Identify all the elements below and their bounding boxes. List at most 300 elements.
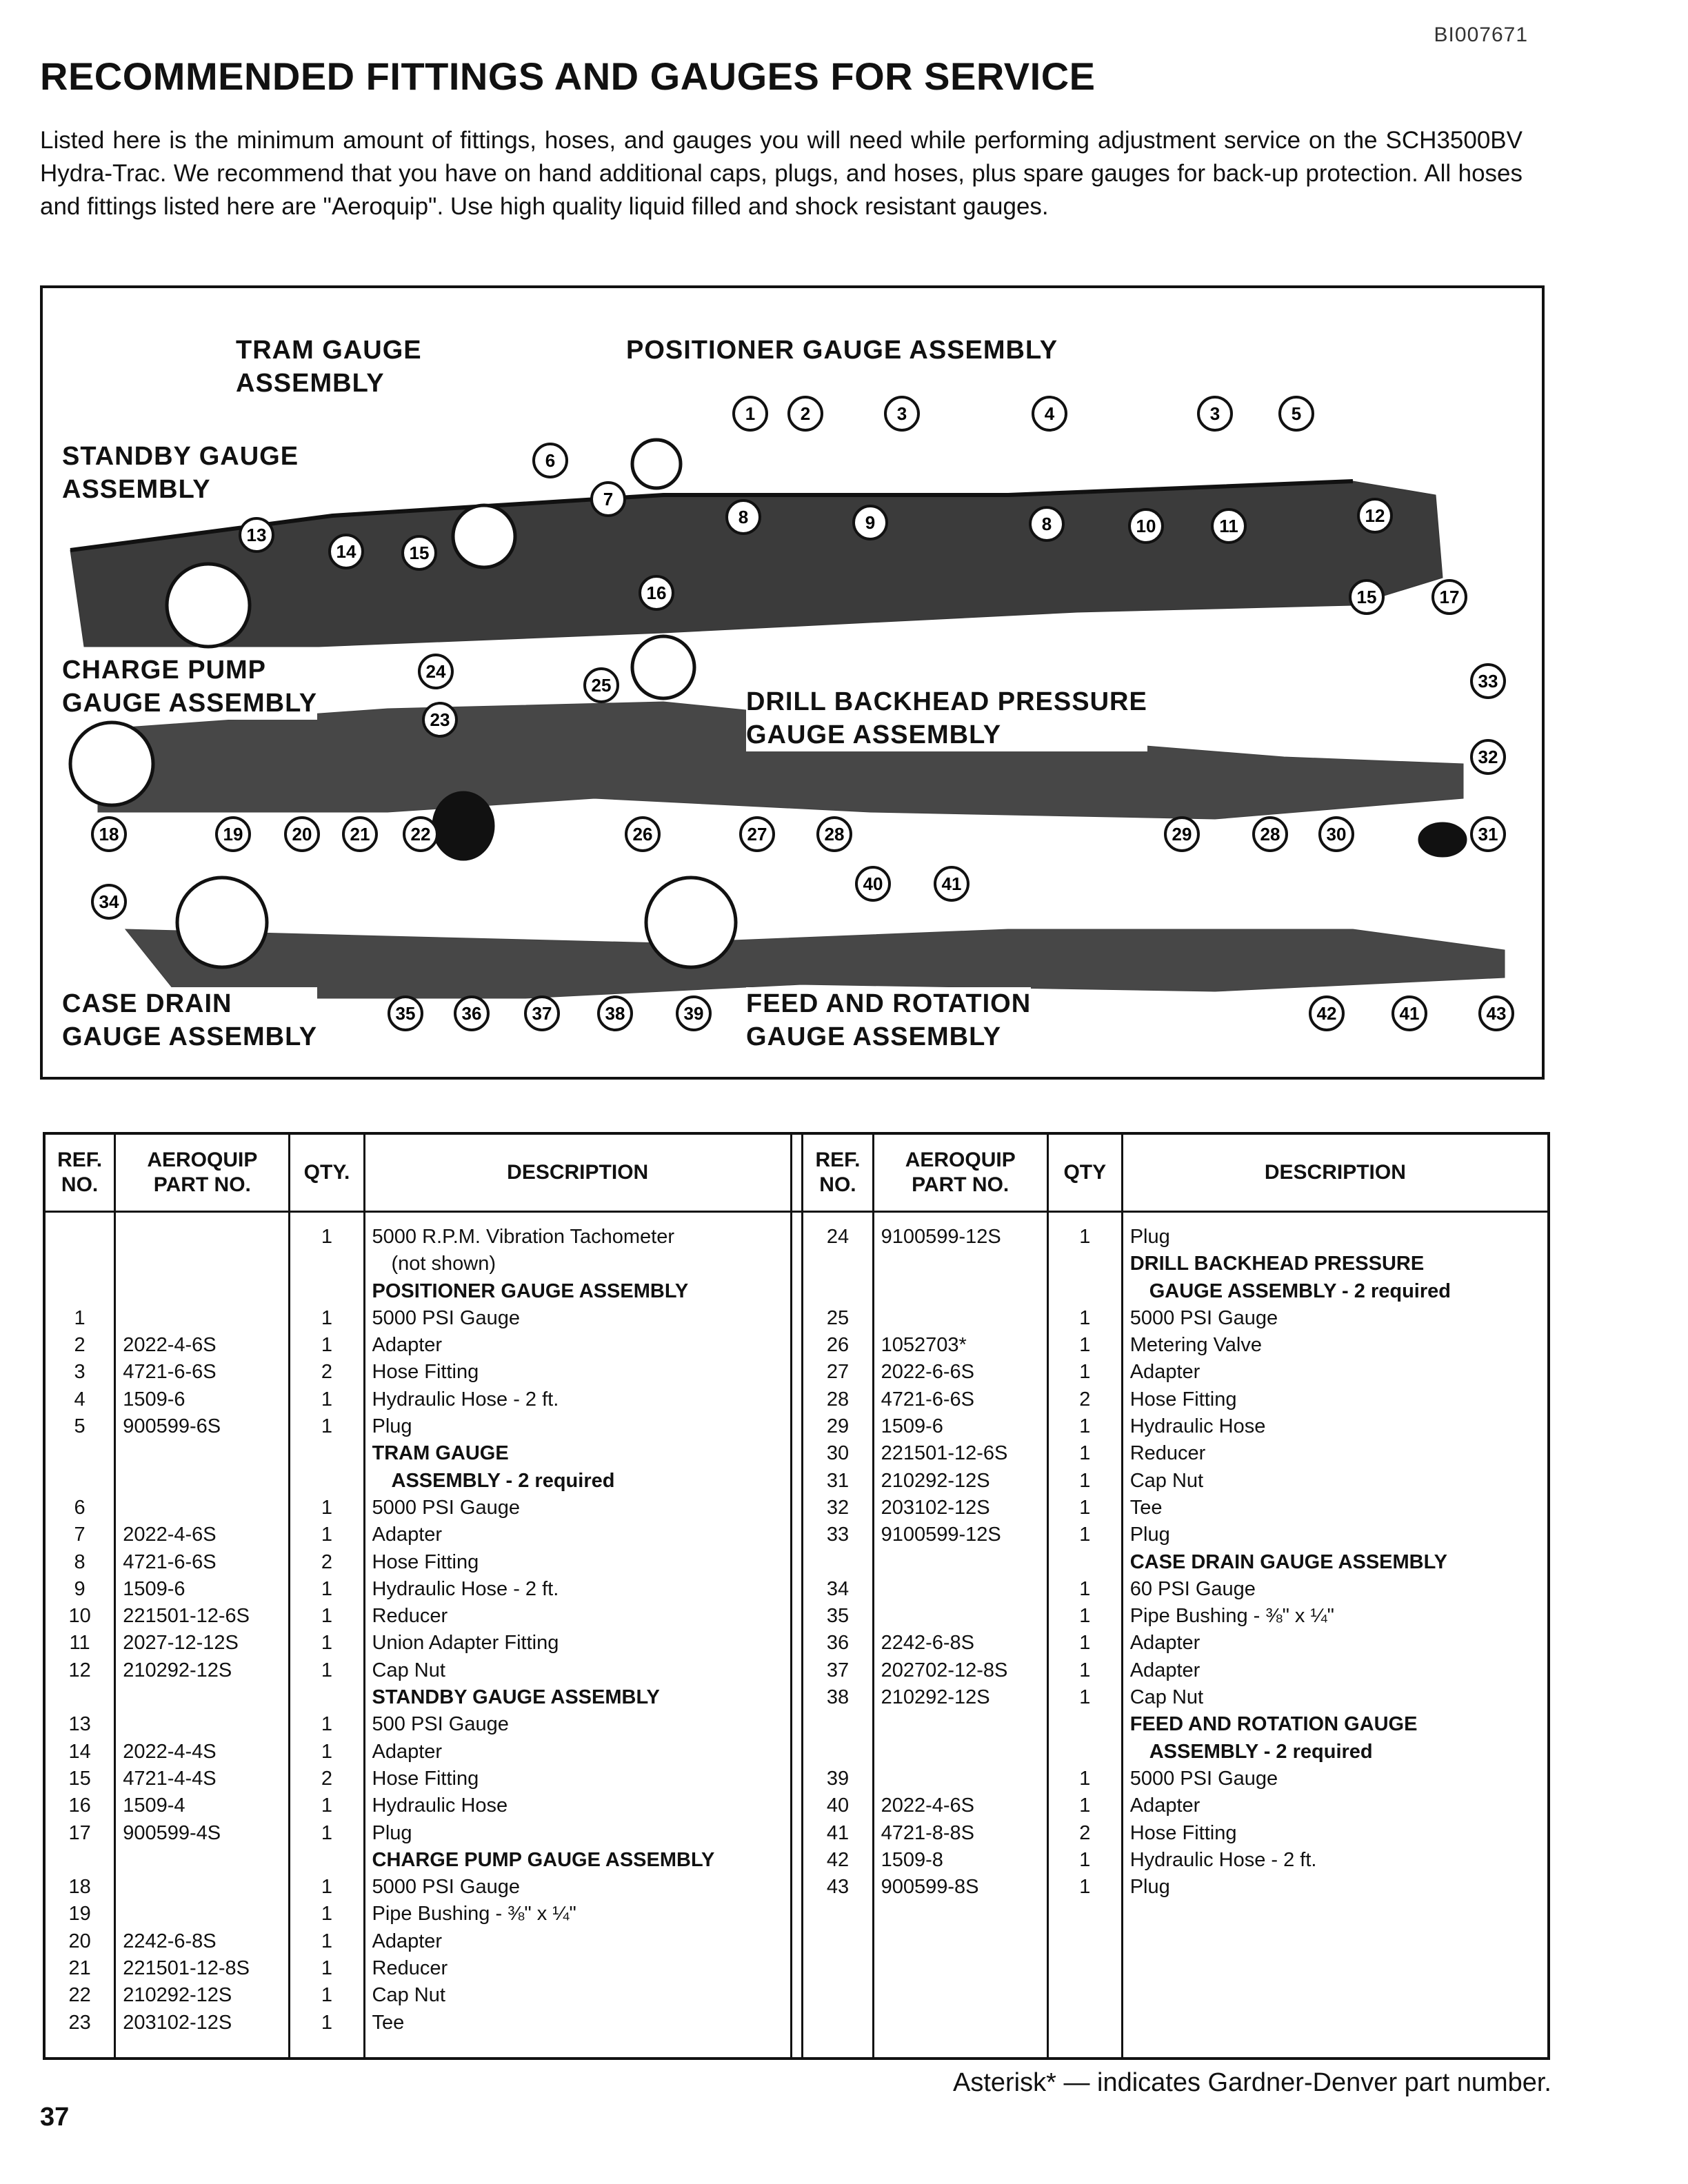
table-cell-qty: 1: [321, 1524, 333, 1546]
table-cell-part: [123, 1711, 281, 1738]
svg-text:12: 12: [1365, 505, 1385, 526]
right-part-column: [873, 1212, 1047, 2059]
table-cell-ref: 21: [68, 1957, 91, 1980]
label-charge-pump-gauge-assembly: CHARGE PUMP GAUGE ASSEMBLY: [62, 654, 317, 720]
table-cell-ref: [52, 1251, 107, 1277]
callout-29: [1165, 818, 1198, 851]
callout-41: [1393, 997, 1426, 1030]
table-cell-ref: 2: [74, 1334, 86, 1357]
svg-text:26: 26: [632, 824, 653, 845]
table-cell-ref: 29: [826, 1415, 850, 1438]
table-cell-ref: 23: [68, 2011, 91, 2034]
header-ref-no: REF. NO.: [44, 1133, 115, 1212]
table-cell-qty: 1: [321, 1984, 333, 2007]
table-cell-part: [123, 1847, 281, 1874]
table-cell-ref: 41: [826, 1821, 850, 1844]
table-cell-desc: Cap Nut: [372, 1659, 445, 1681]
svg-text:28: 28: [824, 824, 845, 845]
callout-7: [592, 483, 625, 516]
table-cell-ref: [810, 1251, 865, 1277]
table-cell-desc: Hydraulic Hose - 2 ft.: [372, 1577, 559, 1600]
table-cell-ref: 15: [68, 1767, 91, 1790]
table-cell-qty: 2: [321, 1361, 333, 1384]
table-cell-desc: Adapter: [1129, 1632, 1200, 1655]
svg-text:25: 25: [591, 675, 612, 696]
svg-text:7: 7: [603, 489, 614, 509]
table-cell-part: [123, 1495, 281, 1521]
table-cell-desc: STANDBY GAUGE ASSEMBLY: [372, 1686, 660, 1709]
table-cell-desc: DRILL BACKHEAD PRESSURE: [1129, 1253, 1425, 1275]
label-positioner-gauge-assembly: POSITIONER GAUGE ASSEMBLY: [626, 336, 1058, 365]
table-cell-desc: Adapter: [372, 1740, 443, 1763]
table-cell-desc: Adapter: [1129, 1659, 1200, 1681]
callout-15: [1350, 580, 1383, 614]
column-gap: [791, 1212, 803, 2059]
callout-43: [1480, 997, 1513, 1030]
table-cell-ref: [52, 1847, 107, 1874]
table-cell-ref: 27: [826, 1361, 850, 1384]
svg-text:8: 8: [1041, 514, 1052, 534]
table-cell-qty: [1056, 1278, 1114, 1305]
table-cell-desc: Plug: [1129, 1226, 1170, 1248]
table-cell-qty: 1: [1079, 1469, 1091, 1492]
table-cell-qty: 1: [1079, 1496, 1091, 1519]
callout-3: [1198, 397, 1232, 430]
table-cell-ref: 22: [68, 1984, 91, 2007]
table-cell-desc: Tee: [1129, 1496, 1163, 1519]
table-cell-qty: [297, 1468, 356, 1495]
label-feed-and-rotation-gauge-assembly: FEED AND ROTATION GAUGE ASSEMBLY: [746, 987, 1031, 1053]
table-cell-qty: [1056, 1739, 1114, 1766]
svg-text:5: 5: [1291, 403, 1302, 424]
table-cell-desc: FEED AND ROTATION GAUGE: [1129, 1713, 1418, 1736]
table-cell-desc: GAUGE ASSEMBLY - 2 required: [1149, 1280, 1451, 1302]
svg-text:16: 16: [646, 583, 667, 603]
svg-text:27: 27: [747, 824, 767, 845]
intro-paragraph: Listed here is the minimum amount of fittings, hoses, and gauges you will need while performing adjustment service on the SCH3500BV Hydra-Trac. We recommend that you have on hand additional caps, plugs, and hoses, plus spare gauges for back-up protection. All hoses and fittings listed here are "Aeroquip". Use high quality liquid filled and shock resistant gauges.: [40, 127, 1523, 220]
callout-8: [727, 501, 760, 534]
table-cell-ref: [52, 1440, 107, 1467]
table-cell-qty: 2: [321, 1550, 333, 1573]
svg-text:9: 9: [865, 512, 876, 533]
document-id: BI007671: [1434, 23, 1528, 46]
svg-text:15: 15: [409, 543, 430, 563]
svg-text:10: 10: [1136, 516, 1156, 536]
svg-text:29: 29: [1172, 824, 1192, 845]
table-cell-desc: CASE DRAIN GAUGE ASSEMBLY: [1129, 1550, 1448, 1573]
page-title: RECOMMENDED FITTINGS AND GAUGES FOR SERVICE: [40, 54, 1096, 98]
callout-30: [1320, 818, 1353, 851]
callout-31: [1471, 818, 1505, 851]
table-cell-part: [123, 1684, 281, 1711]
callout-12: [1358, 499, 1391, 532]
table-cell-ref: 40: [826, 1794, 850, 1817]
table-cell-part: 1509-6: [123, 1388, 185, 1410]
table-cell-desc: Plug: [1129, 1876, 1170, 1899]
table-cell-desc: Hose Fitting: [372, 1767, 479, 1790]
svg-text:8: 8: [738, 507, 749, 527]
table-cell-part: 2242-6-8S: [123, 1930, 217, 1952]
svg-text:1: 1: [745, 403, 756, 424]
table-cell-ref: 8: [74, 1550, 86, 1573]
table-cell-part: [881, 1278, 1040, 1305]
svg-text:23: 23: [430, 709, 450, 730]
table-cell-desc: Hose Fitting: [1129, 1821, 1237, 1844]
table-cell-part: 1509-6: [123, 1577, 185, 1600]
table-cell-qty: 1: [1079, 1577, 1091, 1600]
table-cell-qty: [1056, 1549, 1114, 1576]
table-cell-desc: Hydraulic Hose: [1129, 1415, 1266, 1438]
table-cell-ref: 39: [826, 1767, 850, 1790]
table-cell-ref: 18: [68, 1876, 91, 1899]
table-cell-part: 1052703*: [881, 1334, 967, 1357]
table-cell-desc: Tee: [372, 2011, 405, 2034]
svg-text:24: 24: [425, 661, 446, 682]
table-cell-desc: Reducer: [1129, 1442, 1206, 1465]
table-cell-qty: 1: [1079, 1686, 1091, 1709]
svg-text:13: 13: [246, 525, 267, 545]
table-cell-qty: 1: [321, 1957, 333, 1980]
table-cell-desc: Hose Fitting: [1129, 1388, 1237, 1410]
table-cell-desc: 5000 PSI Gauge: [372, 1496, 520, 1519]
table-cell-desc: Reducer: [372, 1957, 448, 1980]
table-cell-ref: 20: [68, 1930, 91, 1952]
table-cell-ref: 16: [68, 1794, 91, 1817]
table-cell-qty: 1: [321, 1632, 333, 1655]
table-cell-part: 221501-12-8S: [123, 1957, 250, 1980]
svg-text:21: 21: [350, 824, 370, 845]
table-cell-part: 210292-12S: [123, 1984, 232, 2007]
label-tram-gauge-assembly: TRAM GAUGE ASSEMBLY: [236, 336, 422, 398]
svg-text:34: 34: [99, 891, 119, 912]
table-cell-part: 2027-12-12S: [123, 1632, 239, 1655]
table-cell-desc: Cap Nut: [1129, 1469, 1204, 1492]
table-cell-desc: POSITIONER GAUGE ASSEMBLY: [372, 1280, 689, 1302]
table-cell-qty: 1: [321, 1903, 333, 1925]
callout-13: [240, 518, 273, 552]
svg-text:33: 33: [1478, 671, 1498, 691]
table-cell-desc: Union Adapter Fitting: [372, 1632, 559, 1655]
svg-text:28: 28: [1260, 824, 1280, 845]
parts-table: [43, 1132, 1550, 2060]
callout-19: [217, 818, 250, 851]
table-cell-part: 202702-12-8S: [881, 1659, 1008, 1681]
table-cell-part: 2022-6-6S: [881, 1361, 974, 1384]
svg-text:42: 42: [1316, 1003, 1337, 1024]
callout-32: [1471, 740, 1505, 774]
table-cell-qty: 1: [321, 1930, 333, 1952]
table-cell-part: 4721-6-6S: [123, 1550, 217, 1573]
right-desc-column: [1122, 1212, 1549, 2059]
svg-text:35: 35: [395, 1003, 416, 1024]
table-cell-ref: 38: [826, 1686, 850, 1709]
svg-text:3: 3: [1209, 403, 1220, 424]
table-cell-part: 221501-12-6S: [881, 1442, 1008, 1465]
callout-11: [1212, 509, 1245, 543]
table-cell-ref: [52, 1684, 107, 1711]
table-cell-qty: 1: [1079, 1226, 1091, 1248]
table-cell-ref: 25: [826, 1306, 850, 1329]
table-cell-desc: Adapter: [372, 1930, 443, 1952]
table-cell-ref: 30: [826, 1442, 850, 1465]
svg-text:4: 4: [1044, 403, 1055, 424]
table-cell-part: [123, 1440, 281, 1467]
table-cell-desc: Adapter: [372, 1524, 443, 1546]
table-cell-qty: [297, 1684, 356, 1711]
table-cell-qty: 1: [1079, 1361, 1091, 1384]
table-cell-ref: 31: [826, 1469, 850, 1492]
callout-18: [92, 818, 125, 851]
table-cell-ref: 1: [74, 1306, 86, 1329]
table-cell-qty: 1: [321, 1334, 333, 1357]
table-cell-desc: Adapter: [372, 1334, 443, 1357]
table-cell-qty: 2: [321, 1767, 333, 1790]
callout-5: [1280, 397, 1313, 430]
table-cell-part: [123, 1305, 281, 1332]
callout-26: [626, 818, 659, 851]
callout-14: [330, 535, 363, 568]
callout-3: [885, 397, 918, 430]
table-cell-qty: 1: [321, 1794, 333, 1817]
callout-15: [403, 536, 436, 569]
callout-42: [1310, 997, 1343, 1030]
table-cell-ref: [810, 1711, 865, 1738]
table-cell-qty: 1: [1079, 1442, 1091, 1465]
right-ref-column: [803, 1212, 873, 2059]
table-cell-ref: 3: [74, 1361, 86, 1384]
table-cell-part: 1509-4: [123, 1794, 185, 1817]
table-header-row: [44, 1133, 1549, 1212]
callout-9: [854, 506, 887, 539]
table-cell-part: 9100599-12S: [881, 1524, 1001, 1546]
table-cell-ref: [52, 1224, 107, 1251]
callout-34: [92, 885, 125, 918]
table-cell-part: [123, 1278, 281, 1305]
table-cell-qty: 1: [1079, 1794, 1091, 1817]
callout-6: [534, 444, 567, 477]
table-cell-qty: 1: [1079, 1659, 1091, 1681]
table-cell-desc: Plug: [372, 1415, 412, 1438]
svg-text:20: 20: [292, 824, 312, 845]
left-desc-column: [364, 1212, 791, 2059]
table-cell-part: [881, 1766, 1040, 1792]
header-part-no: AEROQUIP PART NO.: [873, 1133, 1047, 1212]
table-cell-qty: 1: [1079, 1767, 1091, 1790]
table-cell-part: 2242-6-8S: [881, 1632, 974, 1655]
table-cell-part: [123, 1468, 281, 1495]
table-cell-part: 900599-6S: [123, 1415, 221, 1438]
callout-22: [404, 818, 437, 851]
table-cell-ref: 33: [826, 1524, 850, 1546]
table-cell-desc: Hydraulic Hose - 2 ft.: [1129, 1848, 1317, 1871]
table-cell-qty: 2: [1079, 1388, 1091, 1410]
callout-2: [789, 397, 822, 430]
table-cell-part: [123, 1901, 281, 1928]
svg-text:3: 3: [896, 403, 907, 424]
svg-text:31: 31: [1478, 824, 1498, 845]
callout-39: [677, 997, 710, 1030]
table-cell-part: [123, 1874, 281, 1901]
svg-text:22: 22: [410, 824, 431, 845]
table-cell-part: 2022-4-6S: [881, 1794, 974, 1817]
svg-text:18: 18: [99, 824, 119, 845]
table-cell-desc: TRAM GAUGE: [372, 1442, 509, 1465]
svg-text:15: 15: [1356, 587, 1377, 607]
table-cell-qty: 1: [321, 1388, 333, 1410]
callout-33: [1471, 665, 1505, 698]
table-cell-part: [881, 1711, 1040, 1738]
table-cell-desc: Pipe Bushing - ⅜" x ¼": [372, 1903, 576, 1925]
table-cell-desc: Plug: [372, 1821, 412, 1844]
table-cell-desc: Pipe Bushing - ⅜" x ¼": [1129, 1605, 1334, 1628]
table-cell-qty: 1: [321, 1415, 333, 1438]
callout-4: [1033, 397, 1066, 430]
table-cell-ref: 10: [68, 1605, 91, 1628]
table-cell-qty: 1: [1079, 1876, 1091, 1899]
table-cell-ref: 37: [826, 1659, 850, 1681]
table-cell-qty: 1: [321, 2011, 333, 2034]
svg-text:11: 11: [1219, 516, 1238, 536]
table-cell-qty: 1: [321, 1740, 333, 1763]
table-cell-part: 2022-4-4S: [123, 1740, 217, 1763]
table-cell-qty: [297, 1278, 356, 1305]
callout-21: [343, 818, 376, 851]
table-cell-part: [881, 1603, 1040, 1630]
table-cell-ref: 42: [826, 1848, 850, 1871]
parts-illustration: [40, 285, 1545, 1080]
left-ref-column: [44, 1212, 115, 2059]
table-cell-part: 2022-4-6S: [123, 1334, 217, 1357]
table-cell-part: 900599-4S: [123, 1821, 221, 1844]
table-cell-ref: 11: [69, 1632, 90, 1655]
svg-text:2: 2: [800, 403, 811, 424]
table-cell-part: [881, 1576, 1040, 1603]
table-cell-desc: 60 PSI Gauge: [1129, 1577, 1256, 1600]
table-cell-desc: 500 PSI Gauge: [372, 1713, 509, 1736]
table-cell-part: 4721-6-6S: [123, 1361, 217, 1384]
table-cell-desc: Hose Fitting: [372, 1361, 479, 1384]
table-cell-ref: 26: [826, 1334, 850, 1357]
svg-text:6: 6: [545, 450, 556, 471]
callout-24: [419, 655, 452, 688]
table-cell-ref: 24: [826, 1226, 850, 1248]
callout-10: [1129, 509, 1163, 543]
table-cell-part: [881, 1549, 1040, 1576]
table-cell-part: [881, 1739, 1040, 1766]
table-cell-qty: [297, 1847, 356, 1874]
table-cell-desc: Adapter: [1129, 1794, 1200, 1817]
table-cell-ref: 7: [74, 1524, 86, 1546]
header-qty: QTY: [1047, 1133, 1122, 1212]
table-cell-desc: 5000 PSI Gauge: [372, 1876, 520, 1899]
table-cell-qty: 1: [1079, 1415, 1091, 1438]
table-cell-qty: 1: [321, 1605, 333, 1628]
table-cell-desc: CHARGE PUMP GAUGE ASSEMBLY: [372, 1848, 715, 1871]
table-cell-desc: Hydraulic Hose - 2 ft.: [372, 1388, 559, 1410]
callout-35: [389, 997, 422, 1030]
svg-text:43: 43: [1486, 1003, 1507, 1024]
svg-text:30: 30: [1326, 824, 1347, 845]
label-standby-gauge-assembly: STANDBY GAUGE ASSEMBLY: [62, 440, 299, 506]
left-qty-column: [290, 1212, 364, 2059]
table-cell-qty: 1: [1079, 1848, 1091, 1871]
table-cell-ref: 17: [68, 1821, 91, 1844]
table-cell-qty: 1: [321, 1226, 333, 1248]
table-cell-ref: 19: [68, 1903, 91, 1925]
table-cell-part: 4721-6-6S: [881, 1388, 974, 1410]
table-cell-desc: Metering Valve: [1129, 1334, 1262, 1357]
table-cell-part: 210292-12S: [123, 1659, 232, 1681]
table-cell-part: 9100599-12S: [881, 1226, 1001, 1248]
table-cell-part: [123, 1224, 281, 1251]
table-cell-ref: 14: [68, 1740, 91, 1763]
table-cell-ref: [810, 1739, 865, 1766]
svg-text:17: 17: [1439, 587, 1460, 607]
table-cell-ref: 13: [68, 1713, 91, 1736]
table-cell-part: [123, 1251, 281, 1277]
table-cell-qty: 1: [1079, 1605, 1091, 1628]
svg-text:38: 38: [605, 1003, 625, 1024]
callout-17: [1433, 580, 1466, 614]
table-cell-ref: 6: [74, 1496, 86, 1519]
svg-text:14: 14: [336, 541, 356, 562]
table-body-row: [44, 1212, 1549, 2059]
table-cell-part: [881, 1251, 1040, 1277]
table-cell-ref: 4: [74, 1388, 86, 1410]
svg-text:37: 37: [532, 1003, 552, 1024]
header-qty: QTY.: [290, 1133, 364, 1212]
label-drill-backhead-pressure-gauge-assembly: DRILL BACKHEAD PRESSURE GAUGE ASSEMBLY: [746, 685, 1147, 751]
table-cell-desc: Cap Nut: [1129, 1686, 1204, 1709]
page-number: 37: [40, 2103, 70, 2132]
table-cell-qty: 1: [1079, 1632, 1091, 1655]
svg-text:32: 32: [1478, 747, 1498, 767]
table-cell-part: 210292-12S: [881, 1686, 990, 1709]
svg-text:39: 39: [683, 1003, 704, 1024]
header-part-no: AEROQUIP PART NO.: [115, 1133, 290, 1212]
svg-text:36: 36: [461, 1003, 482, 1024]
table-cell-ref: [810, 1549, 865, 1576]
table-cell-qty: 1: [321, 1876, 333, 1899]
table-cell-part: 1509-8: [881, 1848, 943, 1871]
table-cell-desc: ASSEMBLY - 2 required: [1149, 1740, 1373, 1763]
table-cell-desc: Hydraulic Hose: [372, 1794, 508, 1817]
table-cell-qty: 1: [1079, 1524, 1091, 1546]
table-cell-desc: Cap Nut: [372, 1984, 445, 2007]
header-ref-no: REF. NO.: [803, 1133, 873, 1212]
column-gap: [791, 1133, 803, 1212]
callout-25: [585, 669, 618, 702]
table-cell-qty: 1: [321, 1821, 333, 1844]
callout-40: [856, 867, 890, 900]
table-cell-qty: 2: [1079, 1821, 1091, 1844]
table-cell-part: 900599-8S: [881, 1876, 979, 1899]
table-cell-ref: [52, 1468, 107, 1495]
table-cell-desc: Reducer: [372, 1605, 448, 1628]
table-cell-desc: 5000 PSI Gauge: [372, 1306, 520, 1329]
table-cell-ref: 43: [826, 1876, 850, 1899]
table-cell-ref: 34: [826, 1577, 850, 1600]
table-cell-qty: 1: [321, 1713, 333, 1736]
table-cell-qty: [297, 1251, 356, 1277]
table-cell-desc: 5000 PSI Gauge: [1129, 1306, 1278, 1329]
table-cell-ref: 28: [826, 1388, 850, 1410]
callout-28: [1254, 818, 1287, 851]
table-cell-desc: (not shown): [391, 1253, 496, 1275]
callout-27: [741, 818, 774, 851]
table-cell-part: 210292-12S: [881, 1469, 990, 1492]
callout-41: [935, 867, 968, 900]
